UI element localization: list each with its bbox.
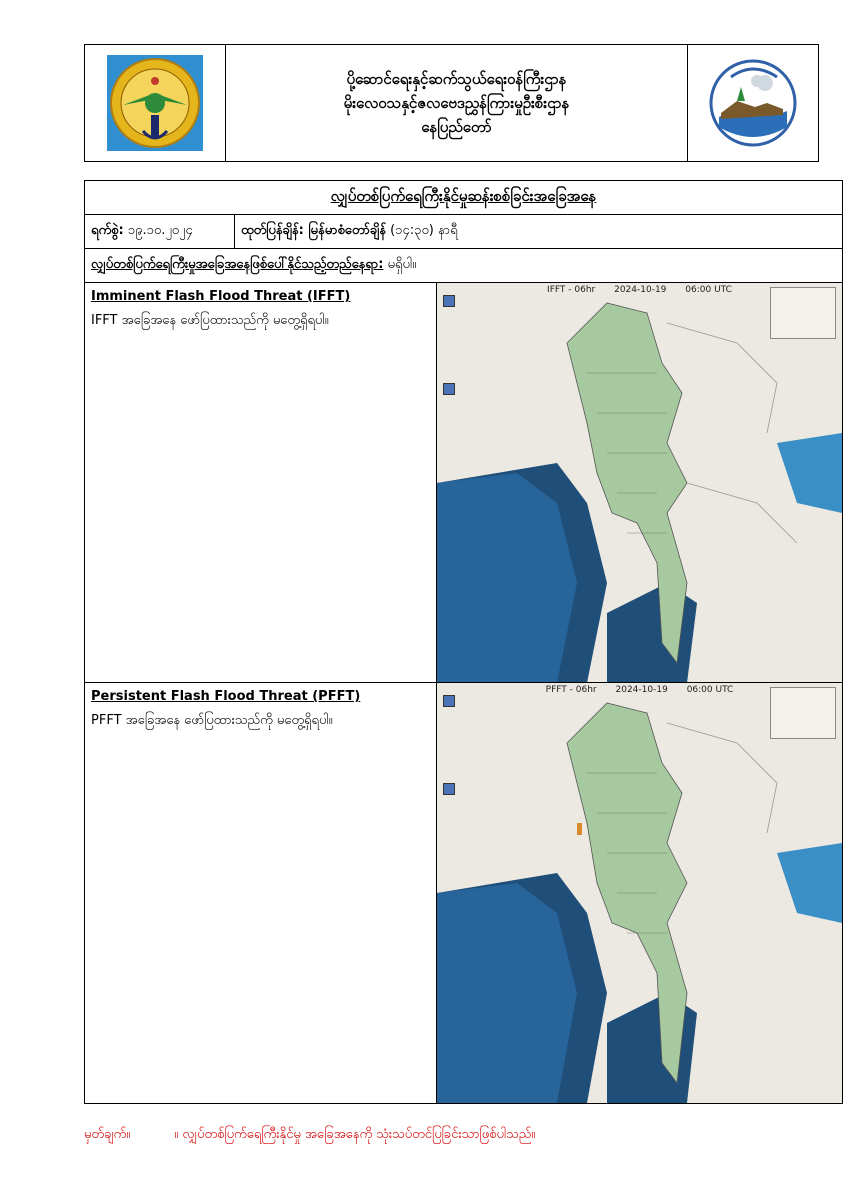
city-name: နေပြည်တော် [421,118,492,136]
pfft-heading: Persistent Flash Flood Threat (PFFT) [91,689,361,704]
ifft-zoom-in-icon[interactable] [443,295,455,307]
pfft-zoom-in-icon[interactable] [443,695,455,707]
ifft-locator-inset [770,287,836,339]
header-title-block [226,45,687,161]
pfft-map-time: 06:00 UTC [686,685,734,695]
issue-time-cell [235,215,842,248]
ifft-zoom-out-icon[interactable] [443,383,455,395]
ifft-map-date: 2024-10-19 [614,285,667,295]
ifft-map [437,283,842,682]
issue-value: (၁၄:၃၀) နာရီ [390,223,458,238]
date-row [85,215,842,249]
date-value: ၁၉.၁၀.၂၀၂၄ [127,223,193,238]
locations-label: လျှပ်တစ်ပြက်ရေကြီးမှုအခြေအနေဖြစ်ပေါ်နိုင်သည့်တည်နေရာ: [91,257,384,272]
ifft-map-image [437,283,842,682]
pfft-description: PFFT အခြေအနေ ဖော်ပြထားသည်ကို မတွေ့ရှိရပါ။ [91,713,333,728]
footnote [84,1126,804,1145]
pfft-map-product: PFFT - 06hr [545,685,597,695]
pfft-map-image [437,683,842,1103]
pfft-section [85,683,842,1103]
report-title: လျှပ်တစ်ပြက်ရေကြီးနိုင်မှုဆန်းစစ်ခြင်းအခြေအနေ [85,181,842,215]
ministry-logo-icon [105,53,205,153]
hydro-cycle-logo-icon [707,57,799,149]
date-label: ရက်စွဲ: [91,223,124,238]
note-label: မှတ်ချက်။ [84,1127,131,1142]
locations-value: မရှိပါ။ [387,257,417,272]
document-header [84,44,819,162]
ifft-map-product: IFFT - 06hr [547,285,596,295]
ifft-heading: Imminent Flash Flood Threat (IFFT) [91,289,351,304]
pfft-locator-inset [770,687,836,739]
department-logo-cell [687,45,818,161]
ministry-logo-cell [85,45,226,161]
pfft-zoom-out-icon[interactable] [443,783,455,795]
date-cell [85,215,235,248]
issue-label: ထုတ်ပြန်ချိန်: မြန်မာစံတော်ချိန် [241,223,386,238]
ifft-text-cell [85,283,437,682]
locations-row [85,249,842,283]
ifft-section [85,283,842,683]
department-name: မိုးလေဝသနှင့်ဇလဗေဒညွှန်ကြားမှုဦးစီးဌာန [343,94,570,112]
note-text: ။ လျှပ်တစ်ပြက်ရေကြီးနိုင်မှု အခြေအနေကို သုံးသပ်တင်ပြခြင်းသာဖြစ်ပါသည်။ [174,1127,536,1142]
pfft-text-cell [85,683,437,1103]
assessment-table [84,180,843,1104]
ministry-name: ပို့ဆောင်ရေးနှင့်ဆက်သွယ်ရေးဝန်ကြီးဌာန [346,70,567,88]
ifft-map-time: 06:00 UTC [685,285,732,295]
ifft-description: IFFT အခြေအနေ ဖော်ပြထားသည်ကို မတွေ့ရှိရပါ။ [91,313,329,328]
pfft-map-date: 2024-10-19 [615,685,668,695]
pfft-map [437,683,842,1103]
